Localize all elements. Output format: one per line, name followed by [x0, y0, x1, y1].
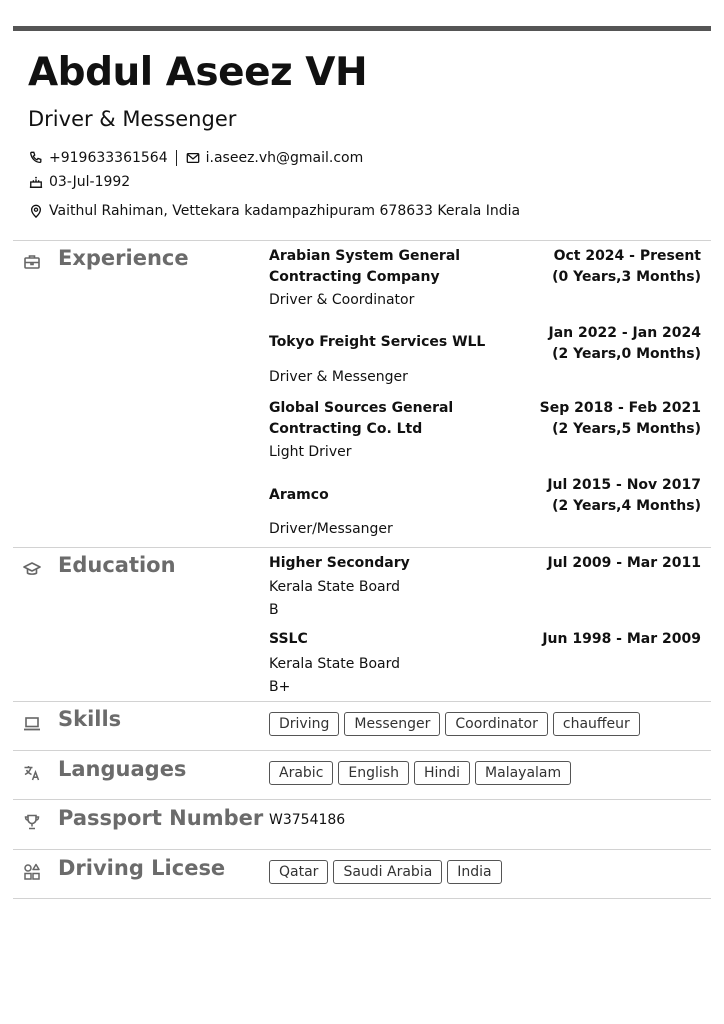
divider — [13, 898, 711, 899]
education-grade: B+ — [269, 679, 291, 695]
location-pin-icon — [29, 204, 43, 218]
experience-role: Light Driver — [269, 444, 352, 460]
license-tag: Saudi Arabia — [333, 860, 442, 884]
experience-role: Driver & Coordinator — [269, 292, 415, 308]
skill-tag: Coordinator — [445, 712, 547, 736]
date-of-birth: 03-Jul-1992 — [49, 174, 131, 190]
section-title-education: Education — [58, 553, 176, 577]
passport-number: W3754186 — [269, 812, 346, 828]
contact-line — [29, 150, 363, 166]
driving-license-tags — [269, 860, 507, 884]
candidate-role: Driver & Messenger — [28, 107, 237, 131]
skill-tag: Driving — [269, 712, 339, 736]
education-grade: B — [269, 602, 279, 618]
briefcase-icon — [23, 253, 41, 271]
address: Vaithul Rahiman, Vettekara kadampazhipuram 678633 Kerala India — [49, 203, 521, 219]
graduation-cap-icon — [23, 560, 41, 578]
section-title-experience: Experience — [58, 246, 189, 270]
divider — [13, 701, 711, 702]
experience-company: Arabian System General Contracting Company — [269, 248, 461, 285]
license-tag: Qatar — [269, 860, 328, 884]
skill-tag: chauffeur — [553, 712, 640, 736]
section-title-driving-license: Driving Licese — [58, 856, 226, 880]
education-board: Kerala State Board — [269, 656, 401, 672]
skills-tags — [269, 712, 645, 736]
candidate-name: Abdul Aseez VH — [28, 50, 368, 95]
experience-company: Tokyo Freight Services WLL — [269, 334, 486, 350]
education-board: Kerala State Board — [269, 579, 401, 595]
divider — [13, 750, 711, 751]
language-tag: Arabic — [269, 761, 333, 785]
experience-date: Jul 2015 - Nov 2017 (2 Years,4 Months) — [547, 477, 701, 514]
skill-tag: Messenger — [344, 712, 440, 736]
divider — [13, 240, 711, 241]
education-degree: Higher Secondary — [269, 555, 410, 571]
experience-company: Aramco — [269, 487, 329, 503]
phone-icon — [29, 151, 43, 165]
experience-role: Driver & Messenger — [269, 369, 408, 385]
language-tag: Hindi — [414, 761, 470, 785]
education-date: Jun 1998 - Mar 2009 — [542, 631, 701, 647]
email-address[interactable]: i.aseez.vh@gmail.com — [205, 150, 364, 166]
experience-date: Sep 2018 - Feb 2021 (2 Years,5 Months) — [539, 400, 701, 437]
language-tag: Malayalam — [475, 761, 571, 785]
experience-date: Jan 2022 - Jan 2024 (2 Years,0 Months) — [548, 325, 701, 362]
address-line — [29, 203, 520, 219]
shapes-icon — [23, 863, 41, 881]
section-title-passport: Passport Number — [58, 806, 264, 830]
divider — [13, 547, 711, 548]
language-tags — [269, 761, 576, 785]
contact-separator — [176, 150, 177, 166]
cake-icon — [29, 175, 43, 189]
phone-number[interactable]: +919633361564 — [49, 150, 168, 166]
experience-role: Driver/Messanger — [269, 521, 393, 537]
mail-icon — [186, 151, 200, 165]
laptop-icon — [23, 715, 41, 733]
section-title-skills: Skills — [58, 707, 122, 731]
dob-line — [29, 174, 130, 190]
language-tag: English — [338, 761, 409, 785]
experience-company: Global Sources General Contracting Co. Ltd — [269, 400, 454, 437]
education-degree: SSLC — [269, 631, 308, 647]
divider — [13, 799, 711, 800]
section-title-languages: Languages — [58, 757, 187, 781]
experience-date: Oct 2024 - Present (0 Years,3 Months) — [552, 248, 701, 285]
translate-icon — [23, 764, 41, 782]
trophy-icon — [23, 813, 41, 831]
education-date: Jul 2009 - Mar 2011 — [547, 555, 701, 571]
license-tag: India — [447, 860, 501, 884]
top-rule — [13, 26, 711, 31]
divider — [13, 849, 711, 850]
